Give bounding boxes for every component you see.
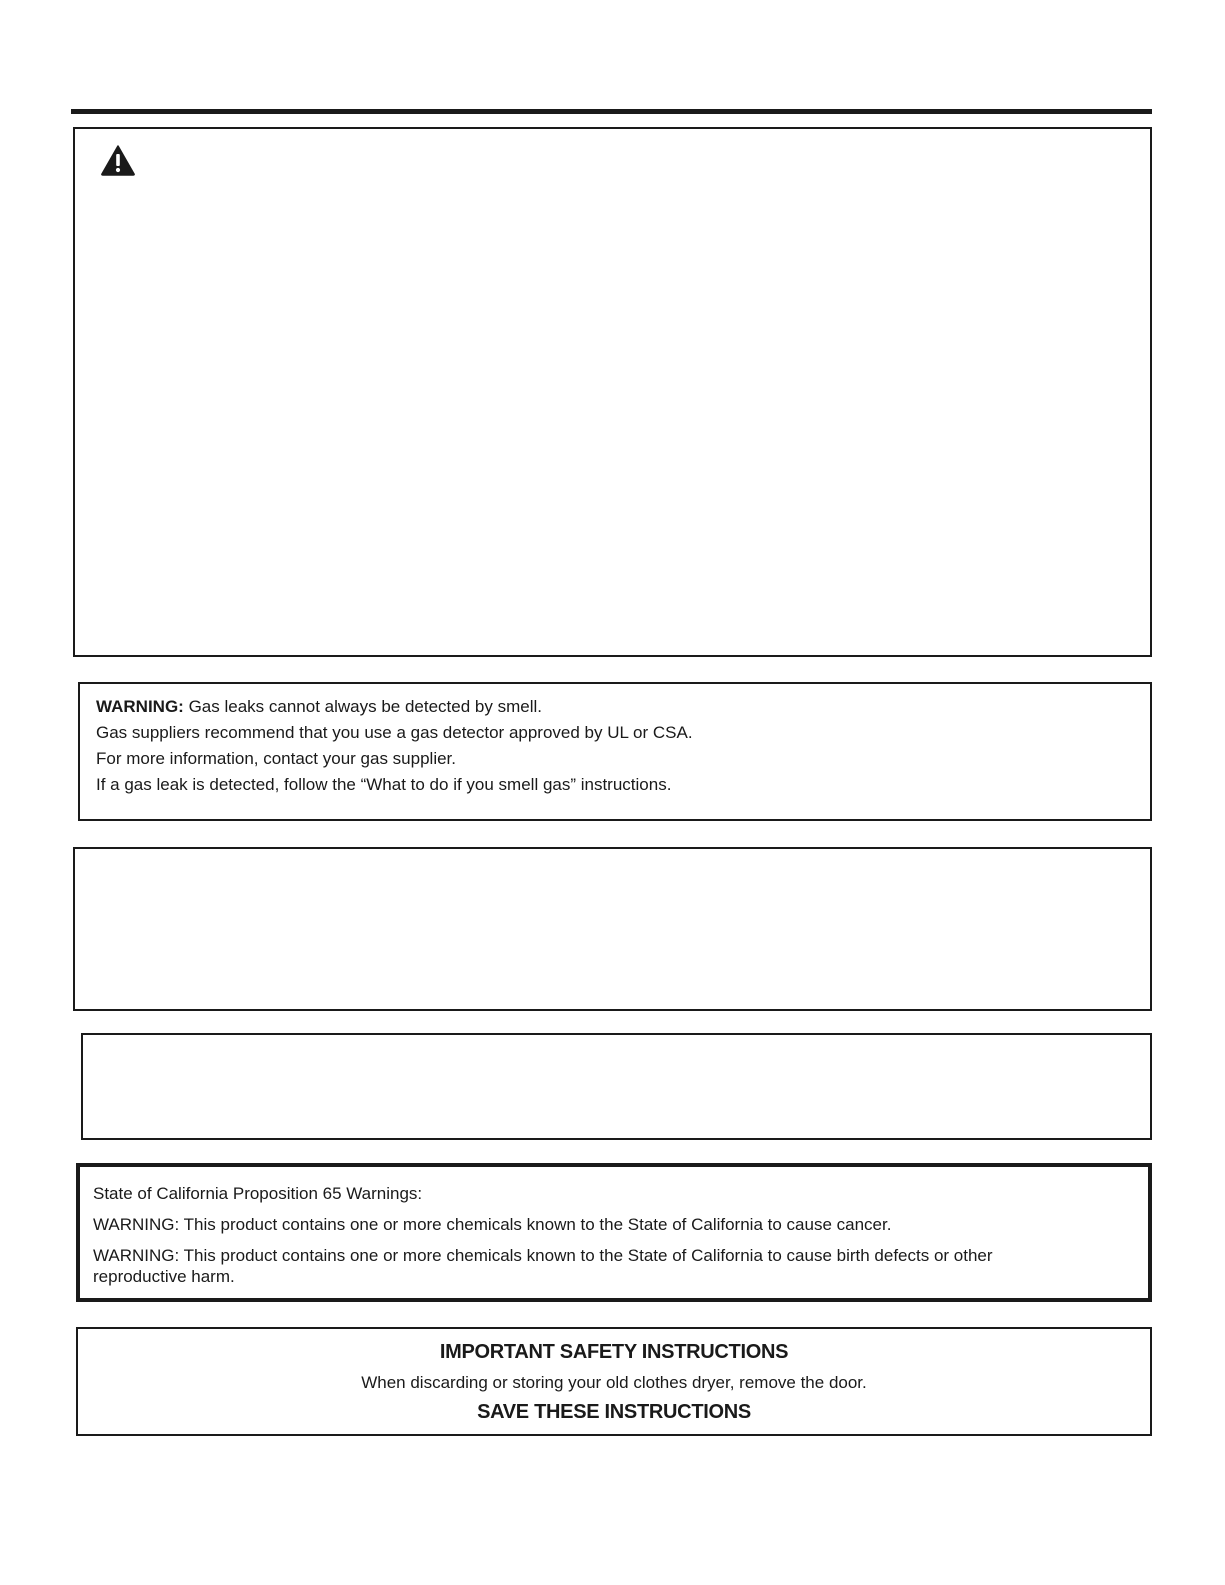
blank-notice-box-small [81,1033,1152,1140]
top-rule [71,109,1152,114]
prop65-warning-birth-defects-cont: reproductive harm. [93,1267,235,1286]
gas-warning-line-4: If a gas leak is detected, follow the “What to do if you smell gas” instructions. [96,775,672,794]
safety-alert-box [73,127,1152,657]
save-instructions-heading: SAVE THESE INSTRUCTIONS [477,1401,751,1423]
important-safety-heading: IMPORTANT SAFETY INSTRUCTIONS [439,1341,789,1363]
gas-warning-line-1 [96,696,542,718]
gas-warning-line-3: For more information, contact your gas supplier. [96,749,456,768]
warning-label: WARNING: [96,697,184,716]
gas-warning-line-2: Gas suppliers recommend that you use a gas detector approved by UL or CSA. [96,723,693,742]
prop65-warning-cancer: WARNING: This product contains one or more chemicals known to the State of California to cause cancer. [93,1215,892,1234]
blank-notice-box [73,847,1152,1011]
prop65-title: State of California Proposition 65 Warnings: [93,1184,423,1203]
prop65-warning-birth-defects: WARNING: This product contains one or more chemicals known to the State of California to cause birth defects or other [93,1246,993,1265]
gas-warning-text-1: Gas leaks cannot always be detected by smell. [188,697,542,716]
discard-dryer-instruction: When discarding or storing your old clothes dryer, remove the door. [361,1373,867,1392]
warning-triangle-icon [101,145,135,176]
